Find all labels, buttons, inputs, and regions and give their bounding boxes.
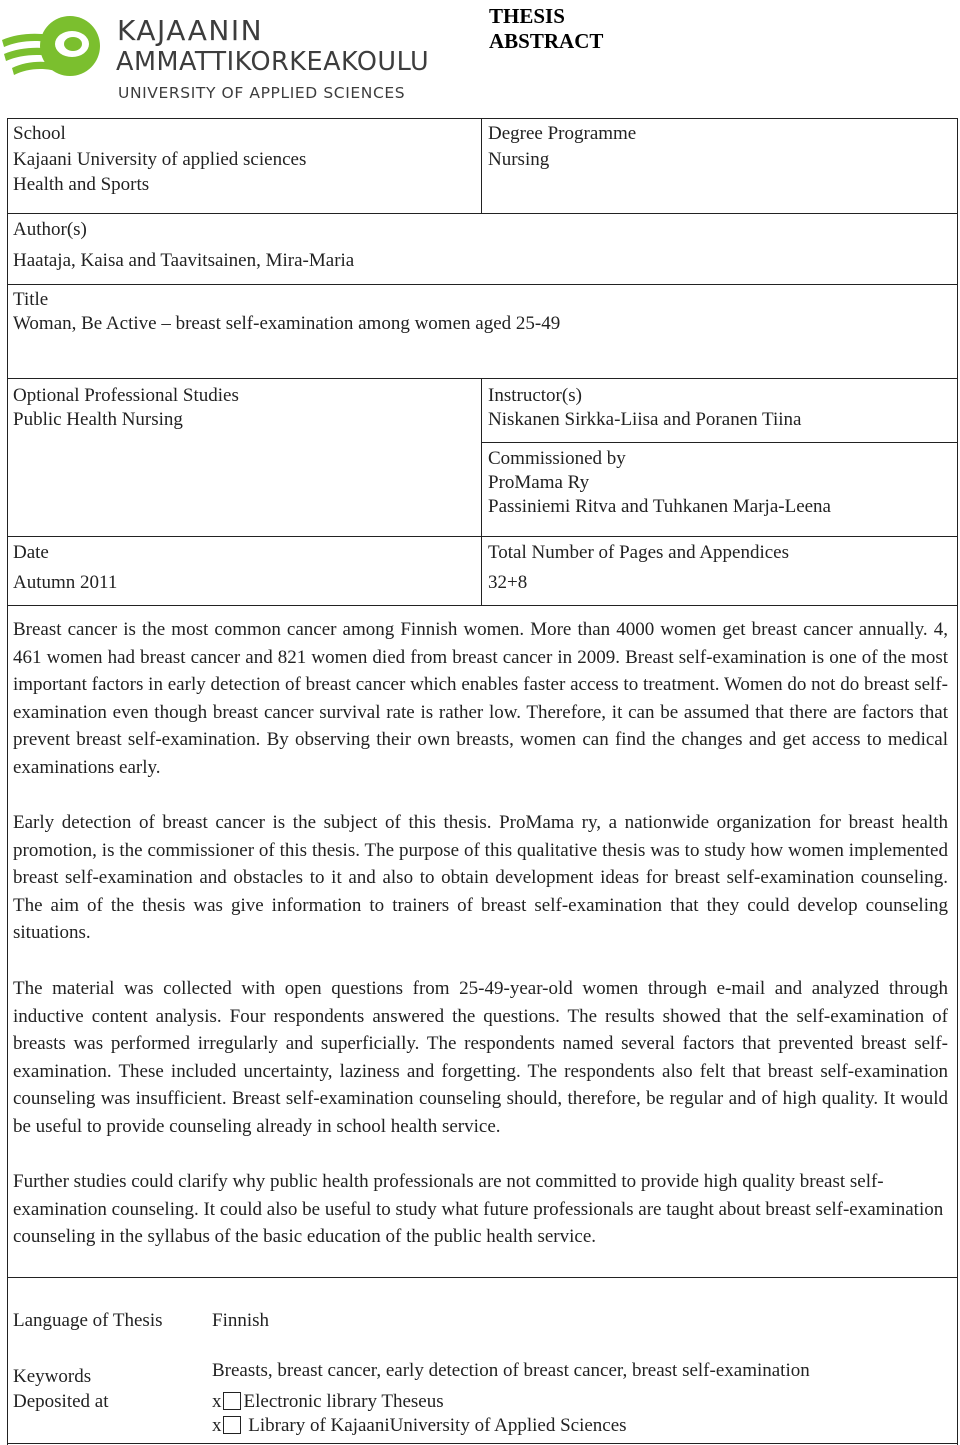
divider [7,1443,958,1444]
abstract-paragraph: The material was collected with open questions from 25-49-year-old women through e-mail and analyzed through inductive content analysis. Four respondents answered the questions. The results showed that the self-examination of breasts was performed irregularly and superficially. The respondents named several factors that prevented breast self-examination. These included uncertainty, laziness and forgetting. The respondents also felt that breast self-examination counseling was insufficient. Breast self-examination counseling should, therefore, be regular and of high quality. It would be useful to provide counseling already in school health service. [13,978,948,1137]
date-value: Autumn 2011 [13,572,118,593]
document-type-line-1: THESIS [489,4,565,28]
document-type [489,4,603,54]
abstract-paragraph: Further studies could clarify why public health professionals are not committed to provide high quality breast self-examination counseling. It could also be useful to study what future professionals are taught about breast self-examination counseling in the syllabus of the basic education of the public health service. [13,1171,944,1248]
pages-value: 32+8 [488,572,528,593]
title-label: Title [13,289,49,310]
keywords-value: Breasts, breast cancer, early detection of breast cancer, breast self-examination [212,1360,810,1381]
keywords-label: Keywords [13,1366,92,1387]
instructors-label: Instructor(s) [488,385,582,406]
logo-line-1: KAJAANIN [117,14,264,47]
optional-studies-label: Optional Professional Studies [13,385,239,406]
divider [481,378,482,606]
school-label: School [13,123,66,144]
divider [481,118,482,214]
degree-value: Nursing [488,149,550,170]
deposit-checkbox[interactable] [223,1416,241,1434]
logo-line-2: AMMATTIKORKEAKOULU [116,47,430,77]
commissioned-label: Commissioned by [488,448,626,469]
optional-studies-value: Public Health Nursing [13,409,183,430]
language-value: Finnish [212,1310,270,1331]
deposit-checkbox[interactable] [223,1392,241,1410]
abstract-paragraph: Breast cancer is the most common cancer among Finnish women. More than 4000 women get breast cancer annually. 4, 461 women had breast cancer and 821 women died from breast cancer in 2009. Breast self-examination is one of the most important factors in early detection of breast cancer which enables faster access to treatment. Women do not do breast self-examination even though breast cancer survival rate is rather low. Therefore, it can be assumed that there are factors that prevent breast self-examination. By observing their own breasts, women can find the changes and get access to medical examinations early. [13,619,948,778]
divider [7,378,958,379]
authors-value: Haataja, Kaisa and Taavitsainen, Mira-Maria [13,250,355,271]
deposit-option-mark: x [212,1415,222,1436]
instructors-value: Niskanen Sirkka-Liisa and Poranen Tiina [488,409,802,430]
divider [7,605,958,606]
abstract-paragraph: Early detection of breast cancer is the subject of this thesis. ProMama ry, a nationwide organization for breast health promotion, is the commissioner of this thesis. The purpose of this qualitative thesis was to study how women implemented breast self-examination and obstacles to it and also to obtain development ideas for breast self-examination counseling. The aim of the thesis was give information to trainers of breast self-examination that they could develop counseling situations. [13,812,948,944]
deposit-option-label: Electronic library Theseus [243,1391,444,1412]
logo-line-3: UNIVERSITY OF APPLIED SCIENCES [118,84,406,102]
deposited-label: Deposited at [13,1391,109,1412]
school-unit: Health and Sports [13,174,150,195]
divider [481,442,958,443]
school-name: Kajaani University of applied sciences [13,149,307,170]
authors-label: Author(s) [13,219,87,240]
date-label: Date [13,542,49,563]
swoosh-icon [2,16,100,76]
kajaani-logo [0,2,440,102]
pages-label: Total Number of Pages and Appendices [488,542,790,563]
language-label: Language of Thesis [13,1310,163,1331]
commissioned-contacts: Passiniemi Ritva and Tuhkanen Marja-Leena [488,496,831,517]
page-header [0,0,960,118]
deposit-option-mark: x [212,1391,222,1412]
divider [7,284,958,285]
document-type-line-2: ABSTRACT [489,29,604,53]
divider [7,1277,958,1278]
title-value: Woman, Be Active – breast self-examination among women aged 25-49 [13,313,561,334]
deposit-option-label: Library of KajaaniUniversity of Applied Sciences [248,1415,627,1436]
degree-label: Degree Programme [488,123,637,144]
deposit-option-theseus [212,1390,444,1414]
deposit-option-library [212,1414,627,1438]
divider [7,213,958,214]
commissioned-org: ProMama Ry [488,472,590,493]
divider [7,536,958,537]
